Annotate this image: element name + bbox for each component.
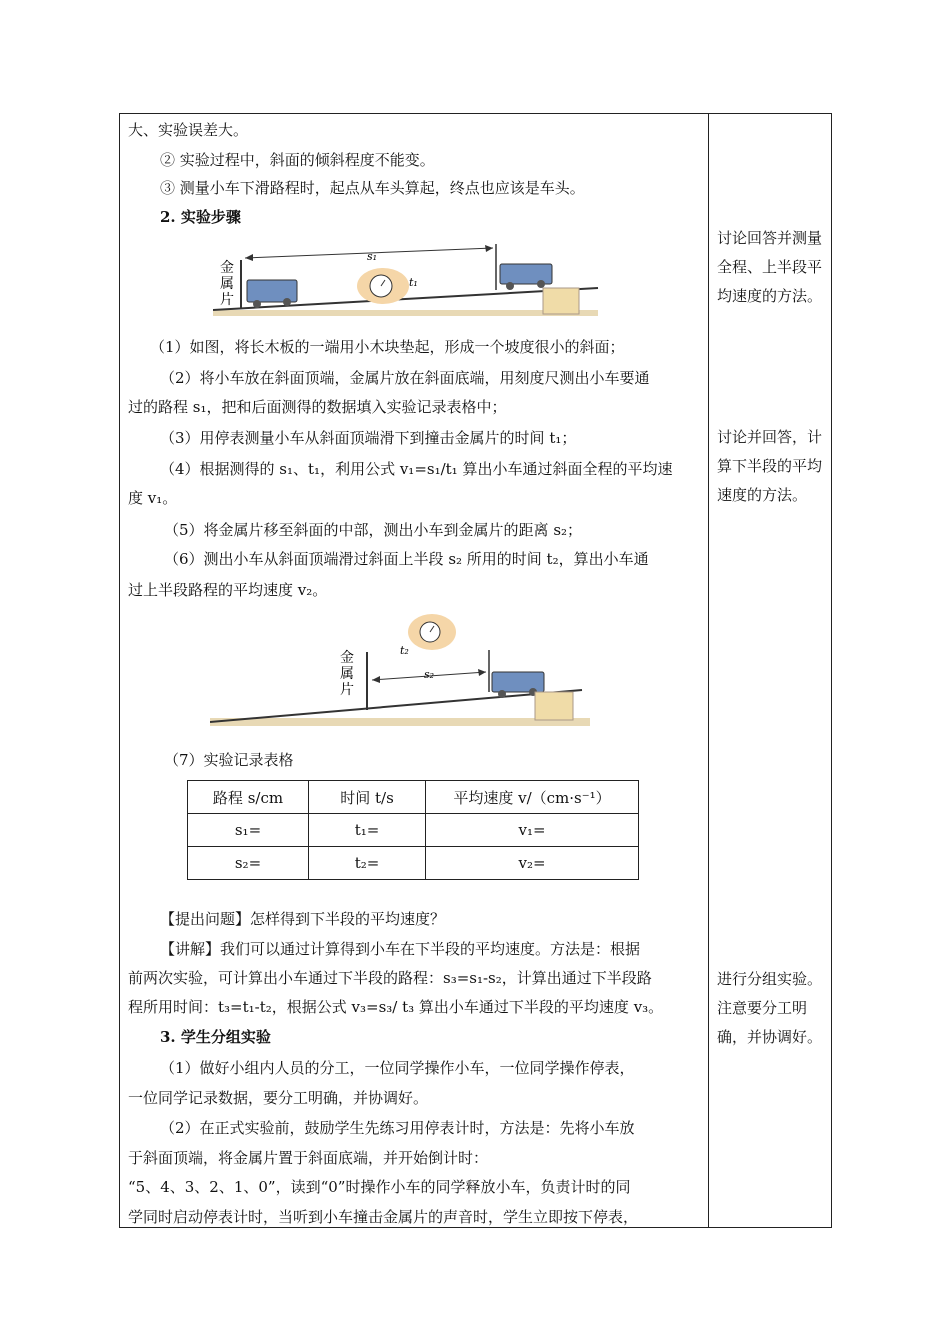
text-line: 【提出问题】怎样得到下半段的平均速度？ (160, 910, 446, 928)
text-line: 【讲解】我们可以通过计算得到小车在下半段的平均速度。方法是：根据 (160, 940, 641, 958)
text-line: （6）测出小车从斜面顶端滑过斜面上半段 s₂ 所用的时间 t₂，算出小车通 (164, 550, 649, 568)
text-line: 一位同学记录数据，要分工明确，并协调好。 (128, 1089, 429, 1107)
header-cell: 平均速度 v/（cm·s⁻¹） (426, 781, 639, 814)
cart-at-bottom (247, 280, 297, 302)
text-line: 于斜面顶端，将金属片置于斜面底端，并开始倒计时： (128, 1149, 489, 1167)
text-line: （3）用停表测量小车从斜面顶端滑下到撞击金属片的时间 t₁； (160, 429, 577, 447)
cart-at-top (500, 264, 552, 284)
side-note-2: 讨论并回答，计算下半段的平均速度的方法。 (717, 428, 823, 504)
header-cell: 路程 s/cm (188, 781, 309, 814)
text-line: （4）根据测得的 s₁、t₁，利用公式 v₁=s₁/t₁ 算出小车通过斜面全程的平均速 (160, 460, 673, 478)
experiment-figure-1 (213, 236, 603, 320)
table-cell: v₁= (426, 814, 639, 847)
text-line: 过上半段路程的平均速度 v₂。 (128, 581, 328, 599)
text-line: （1）如图，将长木板的一端用小木块垫起，形成一个坡度很小的斜面； (150, 338, 625, 356)
side-note-1: 讨论回答并测量全程、上半段平均速度的方法。 (717, 229, 823, 305)
text-line: （1）做好小组内人员的分工，一位同学操作小车，一位同学操作停表， (160, 1059, 635, 1077)
text-line: （2）将小车放在斜面顶端，金属片放在斜面底端，用刻度尺测出小车要通 (160, 369, 650, 387)
table-row (188, 847, 639, 880)
text-line: “5、4、3、2、1、0”，读到“0”时操作小车的同学释放小车，负责计时的同 (128, 1178, 631, 1196)
text-line: 大、实验误差大。 (128, 121, 249, 139)
text-line: （2）在正式实验前，鼓励学生先练习用停表计时，方法是：先将小车放 (160, 1119, 635, 1137)
t2-label: t₂ (400, 644, 409, 657)
table-surface (210, 718, 590, 726)
text-line: 学同时启动停表计时，当听到小车撞击金属片的声音时，学生立即按下停表， (128, 1208, 639, 1226)
s1-label: s₁ (367, 250, 378, 263)
table-row (188, 814, 639, 847)
experiment-figure-2 (210, 610, 595, 732)
text-line: ③ 测量小车下滑路程时，起点从车头算起，终点也应该是车头。 (160, 179, 585, 197)
text-line: 程所用时间：t₃=t₁-t₂，根据公式 v₃=s₃/ t₃ 算出小车通过下半段的平均速度 v₃。 (128, 998, 664, 1016)
table-cell: v₂= (426, 847, 639, 880)
wood-block (543, 288, 579, 314)
wood-block (535, 692, 573, 720)
inclined-board (210, 690, 582, 722)
record-table (187, 780, 639, 880)
s2-label: s₂ (424, 668, 435, 681)
t1-label: t₁ (409, 276, 418, 289)
cart (492, 672, 544, 692)
metal-label: 金属片 (340, 650, 354, 698)
text-line: 前两次实验，可计算出小车通过下半段的路程：s₃=s₁-s₂，计算出通过下半段路 (128, 969, 652, 987)
side-note-3: 进行分组实验。注意要分工明确，并协调好。 (717, 970, 823, 1046)
table-cell: s₁= (188, 814, 309, 847)
section-heading: 3. 学生分组实验 (160, 1028, 271, 1046)
section-heading: 2. 实验步骤 (160, 208, 241, 226)
header-cell: 时间 t/s (309, 781, 426, 814)
text-line: ② 实验过程中，斜面的倾斜程度不能变。 (160, 151, 435, 169)
table-header-row (188, 781, 639, 814)
table-cell: s₂= (188, 847, 309, 880)
metal-label: 金属片 (220, 260, 234, 308)
table-surface (213, 310, 598, 316)
table-cell: t₁= (309, 814, 426, 847)
text-line: （7）实验记录表格 (164, 751, 294, 769)
table-cell: t₂= (309, 847, 426, 880)
text-line: （5）将金属片移至斜面的中部，测出小车到金属片的距离 s₂； (164, 521, 583, 539)
text-line: 过的路程 s₁，把和后面测得的数据填入实验记录表格中； (128, 398, 507, 416)
text-line: 度 v₁。 (128, 489, 178, 507)
column-divider (708, 113, 709, 1228)
